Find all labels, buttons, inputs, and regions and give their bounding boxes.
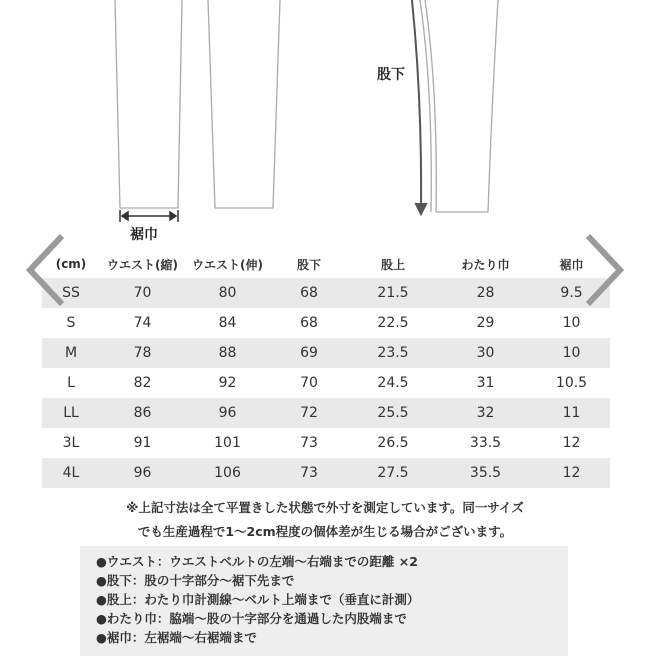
header-cell: ウエスト(縮) xyxy=(107,257,178,272)
hem-label: 裾巾 xyxy=(130,227,158,243)
table-cell: 10.5 xyxy=(555,375,588,391)
table-row xyxy=(42,338,610,368)
table-cell: 82 xyxy=(133,375,152,391)
table-cell: 92 xyxy=(218,375,237,391)
size-label: S xyxy=(66,315,76,331)
table-cell: 25.5 xyxy=(377,405,409,421)
table-cell: 12 xyxy=(562,435,581,451)
table-cell: 74 xyxy=(133,315,152,331)
table-cell: 70 xyxy=(300,375,318,391)
table-row xyxy=(42,458,610,488)
table-cell: 96 xyxy=(133,465,152,481)
size-label: L xyxy=(67,375,75,391)
size-label: 3L xyxy=(62,435,80,451)
header-cell: ウエスト(伸) xyxy=(192,257,263,272)
next-image-button[interactable] xyxy=(582,232,628,308)
header-cell: 股上 xyxy=(380,257,405,272)
size-label: M xyxy=(64,345,78,361)
previous-image-button[interactable] xyxy=(22,232,68,308)
table-row xyxy=(42,308,610,338)
table-cell: 26.5 xyxy=(377,435,409,451)
definition-item: ●裾巾：左裾端～右裾端まで xyxy=(96,630,257,645)
definitions-box xyxy=(80,546,568,656)
table-cell: 22.5 xyxy=(377,315,409,331)
table-cell: 35.5 xyxy=(469,465,502,481)
definition-item: ●股上：わたり巾計測線～ベルト上端まで（垂直に計測） xyxy=(96,592,420,607)
table-row xyxy=(42,428,610,458)
definition-item: ●わたり巾：脇端～股の十字部分を通過した内股端まで xyxy=(96,611,407,626)
table-cell: 33.5 xyxy=(469,435,502,451)
table-cell: 29 xyxy=(476,315,495,331)
size-label: 4L xyxy=(62,465,80,481)
table-cell: 10 xyxy=(562,345,581,361)
header-cell: 股下 xyxy=(296,257,321,272)
table-cell: 23.5 xyxy=(377,345,409,361)
table-cell: 68 xyxy=(300,285,318,301)
table-cell: 24.5 xyxy=(377,375,409,391)
note-line: でも生産過程で1～2cm程度の個体差が生じる場合がございます。 xyxy=(137,524,513,539)
table-cell: 28 xyxy=(476,285,495,301)
table-cell: 11 xyxy=(562,405,581,421)
table-cell: 73 xyxy=(300,465,318,481)
chevron-left-icon xyxy=(22,232,68,308)
table-cell: 10 xyxy=(562,315,581,331)
size-table xyxy=(42,250,610,488)
table-cell: 68 xyxy=(300,315,318,331)
table-cell: 32 xyxy=(476,405,495,421)
table-cell: 12 xyxy=(562,465,581,481)
header-cell: わたり巾 xyxy=(461,257,510,272)
table-cell: 70 xyxy=(133,285,152,301)
table-cell: 96 xyxy=(218,405,237,421)
table-cell: 78 xyxy=(133,345,152,361)
table-row xyxy=(42,398,610,428)
table-cell: 9.5 xyxy=(560,285,583,301)
table-header xyxy=(42,250,610,278)
table-cell: 73 xyxy=(300,435,318,451)
table-cell: 86 xyxy=(133,405,152,421)
table-row xyxy=(42,368,610,398)
table-cell: 72 xyxy=(300,405,318,421)
table-cell: 80 xyxy=(218,285,237,301)
definition-item: ●ウエスト：ウエストベルトの左端～右端までの距離 ×2 xyxy=(96,554,418,569)
size-label: LL xyxy=(63,405,79,421)
size-label: SS xyxy=(62,285,80,301)
table-cell: 101 xyxy=(214,435,241,451)
inseam-label: 股下 xyxy=(377,67,405,83)
table-cell: 27.5 xyxy=(377,465,409,481)
table-cell: 69 xyxy=(300,345,318,361)
table-cell: 31 xyxy=(476,375,495,391)
definition-item: ●股下：股の十字部分～裾下先まで xyxy=(96,573,295,588)
header-cell: 裾巾 xyxy=(559,257,584,272)
table-cell: 84 xyxy=(218,315,237,331)
table-cell: 21.5 xyxy=(377,285,409,301)
chevron-right-icon xyxy=(582,232,628,308)
table-cell: 88 xyxy=(218,345,237,361)
table-cell: 30 xyxy=(476,345,495,361)
header-cell: (cm) xyxy=(55,257,87,271)
note-line: ※上記寸法は全て平置きした状態で外寸を測定しています。同一サイズ xyxy=(126,500,524,515)
table-row xyxy=(42,278,610,308)
table-cell: 91 xyxy=(133,435,152,451)
table-cell: 106 xyxy=(214,465,241,481)
hem-arrow xyxy=(120,210,178,222)
